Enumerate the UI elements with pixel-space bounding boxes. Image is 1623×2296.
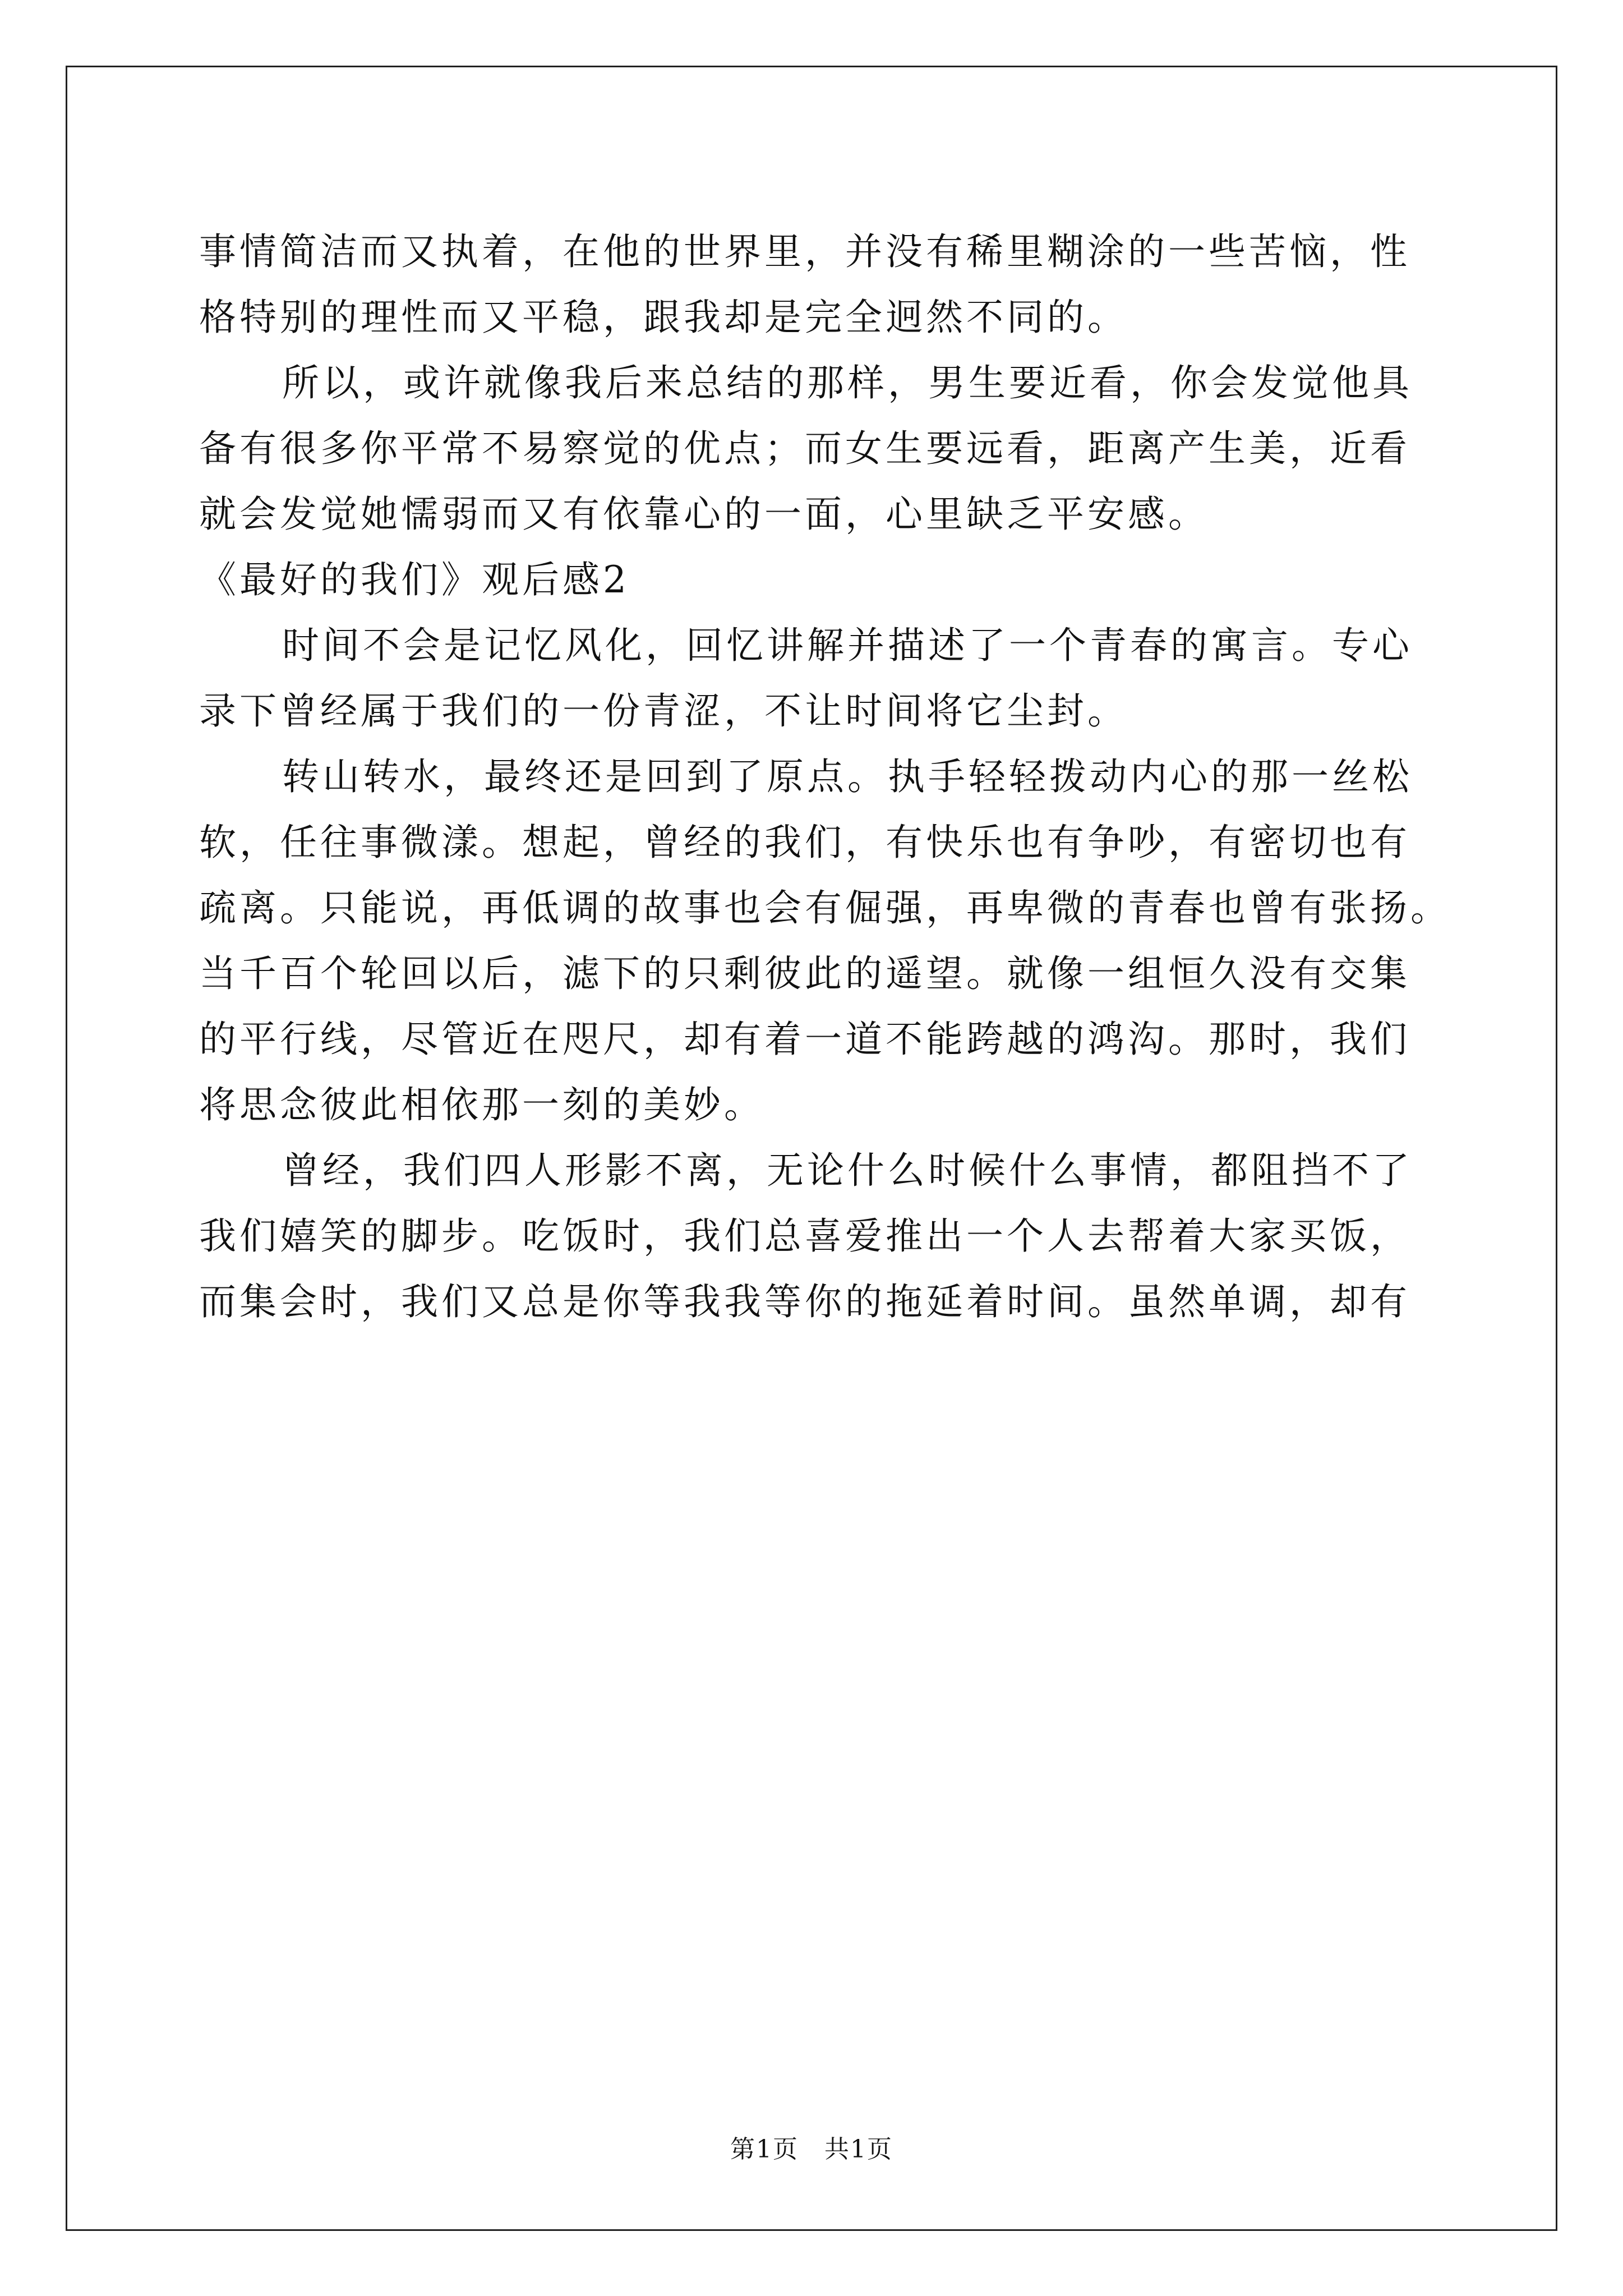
text-line: 录下曾经属于我们的一份青涩，不让时间将它尘封。 bbox=[199, 689, 1128, 733]
text-line: 我们嬉笑的脚步。吃饭时，我们总喜爱推出一个人去帮着大家买饭， bbox=[199, 1214, 1410, 1258]
text-line: 当千百个轮回以后，滤下的只剩彼此的遥望。就像一组恒久没有交集 bbox=[199, 952, 1410, 995]
text-line: 所以，或许就像我后来总结的那样，男生要近看，你会发觉他具 bbox=[282, 361, 1413, 404]
page-footer bbox=[0, 2129, 1623, 2165]
text-line: 就会发觉她懦弱而又有依靠心的一面，心里缺乏平安感。 bbox=[199, 493, 1209, 536]
text-line: 格特别的理性而又平稳，跟我却是完全迥然不同的。 bbox=[199, 296, 1128, 339]
text-line: 而集会时，我们又总是你等我我等你的拖延着时间。虽然单调，却有 bbox=[199, 1280, 1410, 1323]
text-line: 事情简洁而又执着，在他的世界里，并没有稀里糊涂的一些苦恼，性 bbox=[199, 230, 1410, 273]
text-line: 软，任往事微漾。想起，曾经的我们，有快乐也有争吵，有密切也有 bbox=[199, 821, 1410, 864]
text-line: 时间不会是记忆风化，回忆讲解并描述了一个青春的寓言。专心 bbox=[282, 624, 1413, 667]
text-line: 转山转水，最终还是回到了原点。执手轻轻拨动内心的那一丝松 bbox=[282, 755, 1413, 798]
text-line: 备有很多你平常不易察觉的优点；而女生要远看，距离产生美，近看 bbox=[199, 427, 1410, 470]
text-line: 《最好的我们》观后感2 bbox=[199, 558, 630, 601]
page-number-label: 第1页 共1页 bbox=[730, 2135, 893, 2164]
document-body bbox=[199, 219, 1461, 1335]
text-line: 曾经，我们四人形影不离，无论什么时候什么事情，都阻挡不了 bbox=[282, 1149, 1413, 1192]
text-line: 疏离。只能说，再低调的故事也会有倔强，再卑微的青春也曾有张扬。 bbox=[199, 886, 1451, 930]
text-line: 的平行线，尽管近在咫尺，却有着一道不能跨越的鸿沟。那时，我们 bbox=[199, 1018, 1410, 1061]
text-line: 将思念彼此相依那一刻的美妙。 bbox=[199, 1083, 764, 1126]
